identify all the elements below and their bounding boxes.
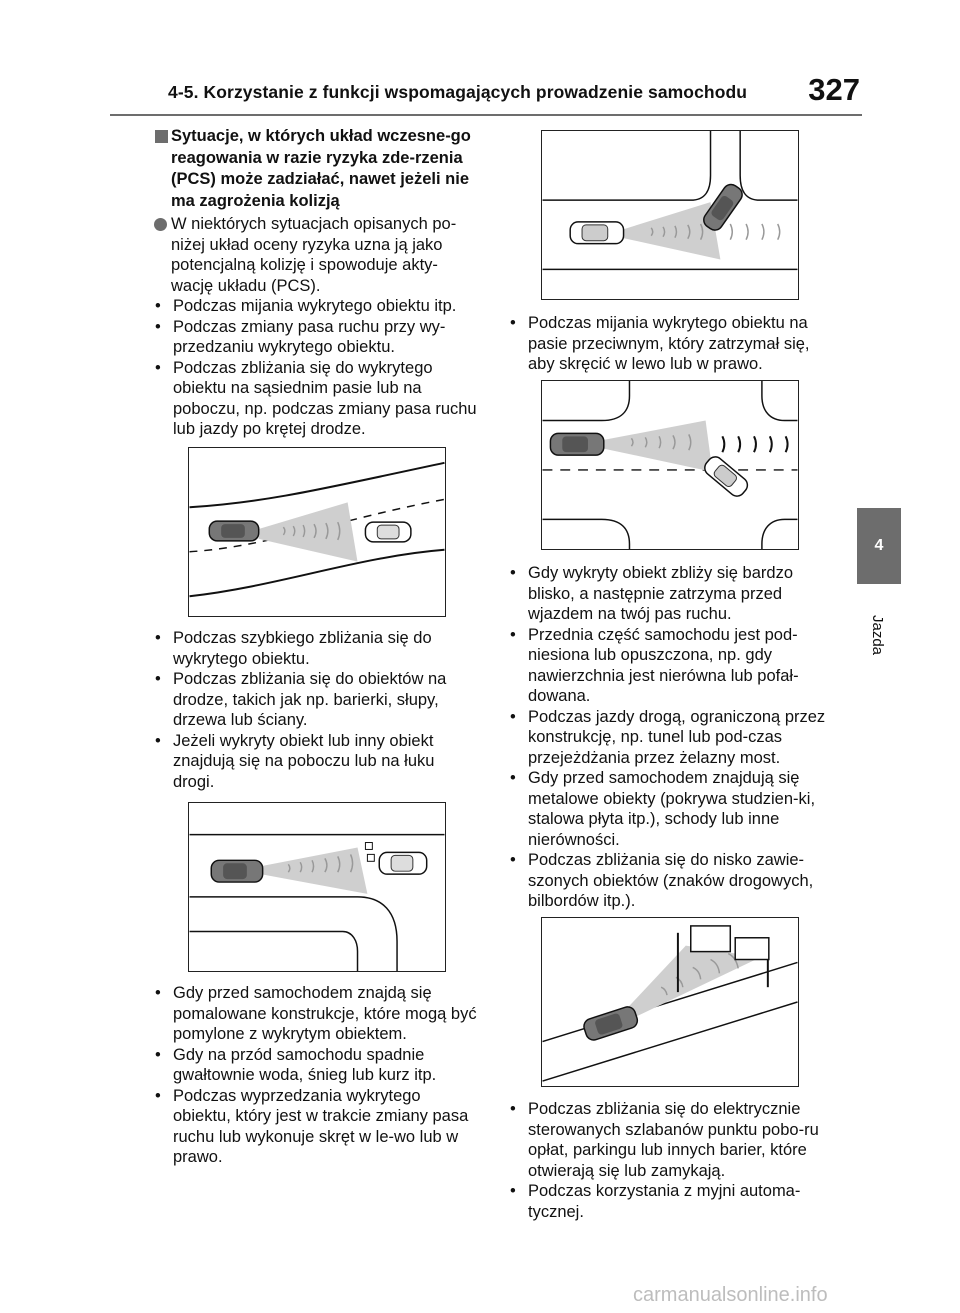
running-header-title: 4-5. Korzystanie z funkcji wspomagających prowadzenie samochodu [168, 82, 748, 102]
list-item: • Podczas szybkiego zbliżania się do wykrytego obiektu. [153, 628, 479, 669]
curved-road-illustration [189, 448, 445, 616]
list-item: • Gdy przed samochodem znajdą się pomalowane konstrukcje, które mogą być pomylone z wykrytym obiektem. [153, 983, 479, 1045]
section-heading [153, 126, 479, 212]
figure-intersection-turn [541, 130, 799, 300]
intro-text: W niektórych sytuacjach opisanych po-niżej układ oceny ryzyka uzna ją jako potencjalną kolizję i spowoduje akty-wację układu (PCS). [171, 215, 457, 295]
header-rule [110, 114, 862, 116]
own-car-icon [209, 521, 258, 541]
own-car-icon [211, 860, 262, 882]
bullet-list-5 [508, 563, 840, 912]
figure-overhead-signs [541, 917, 799, 1087]
list-item: • Gdy wykryty obiekt zbliży się bardzo blisko, a następnie zatrzyma przed wjazdem na twój pas ruchu. [508, 563, 840, 625]
list-item: • Podczas korzystania z myjni automa-tycznej. [508, 1181, 840, 1222]
list-item: • Podczas zmiany pasa ruchu przy wy-przedzaniu wykrytego obiektu. [153, 317, 479, 358]
list-item: • Podczas zbliżania się do elektrycznie sterowanych szlabanów punktu pobo-ru opłat, parkingu lub innych barier, które otwierają się lub zamykają. [508, 1099, 840, 1181]
section-heading-text: Sytuacje, w których układ wczesne-go reagowania w razie ryzyka zde-rzenia (PCS) może zadziałać, nawet jeżeli nie ma zagrożenia kolizją [171, 127, 471, 210]
target-car-icon [365, 522, 410, 542]
target-car-icon [379, 852, 426, 874]
bullet-list-6 [508, 1099, 840, 1222]
figure-roadside-object [188, 802, 446, 972]
page-number: 327 [808, 72, 860, 107]
figure-car-entering [541, 380, 799, 550]
roadside-object-illustration [189, 803, 445, 971]
list-item: • Podczas mijania wykrytego obiektu na pasie przeciwnym, który zatrzymał się, aby skręcić w lewo lub w prawo. [508, 313, 840, 375]
bullet-list-1 [153, 296, 479, 440]
list-item: • Podczas jazdy drogą, ograniczoną przez konstrukcję, np. tunel lub pod-czas przejeżdżania przez żelazny most. [508, 707, 840, 769]
bullet-list-3 [153, 983, 479, 1168]
circle-bullet-icon [154, 218, 167, 231]
list-item: • Jeżeli wykryty obiekt lub inny obiekt znajdują się na poboczu lub na łuku drogi. [153, 731, 479, 793]
car-entering-illustration [542, 381, 798, 549]
list-item: • Podczas zbliżania się do obiektów na drodze, takich jak np. barierki, słupy, drzewa lub ściany. [153, 669, 479, 731]
overhead-signs-illustration [542, 918, 798, 1086]
chapter-tab[interactable]: 4 [857, 508, 901, 584]
own-car-icon [570, 222, 623, 244]
chapter-label [864, 615, 894, 675]
square-bullet-icon [155, 130, 168, 143]
intersection-turn-illustration [542, 131, 798, 299]
bullet-list-2 [153, 628, 479, 792]
list-item: • Podczas zbliżania się do nisko zawie-szonych obiektów (znaków drogowych, bilbordów itp.). [508, 850, 840, 912]
own-car-icon [582, 1005, 639, 1042]
own-car-icon [550, 433, 603, 455]
list-item: • Gdy na przód samochodu spadnie gwałtownie woda, śnieg lub kurz itp. [153, 1045, 479, 1086]
list-item: • Gdy przed samochodem znajdują się metalowe obiekty (pokrywa studzien-ki, stalowa płyta itp.), schody lub inne nierówności. [508, 768, 840, 850]
target-car-icon [702, 454, 751, 500]
list-item: • Podczas wyprzedzania wykrytego obiektu, który jest w trakcie zmiany pasa ruchu lub wykonuje skręt w le-wo lub w prawo. [153, 1086, 479, 1168]
list-item: • Podczas mijania wykrytego obiektu itp. [153, 296, 479, 317]
chapter-label-text: Jazda [869, 615, 886, 656]
intro-paragraph [153, 214, 479, 296]
list-item: • Podczas zbliżania się do wykrytego obiektu na sąsiednim pasie lub na poboczu, np. podczas zmiany pasa ruchu lub jazdy po krętej drodze. [153, 358, 479, 440]
bullet-list-4 [508, 313, 840, 375]
figure-curved-road [188, 447, 446, 617]
watermark: carmanualsonline.info [633, 1284, 828, 1306]
list-item: • Przednia część samochodu jest pod-niesiona lub opuszczona, np. gdy nawierzchnia jest nierówna lub pofał-dowana. [508, 625, 840, 707]
